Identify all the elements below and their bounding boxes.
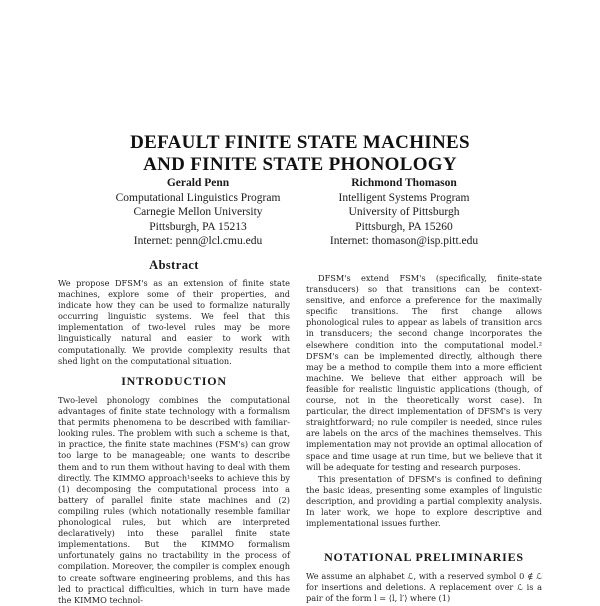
right-column-paragraph-2: This presentation of DFSM's is confined to defining the basic ideas, presenting some examples of linguistic description, and providing a partial complexity analysis. In later work, we hope to explore descriptive and implementational issues further. [306,474,542,529]
right-column-paragraph-1: DFSM's extend FSM's (specifically, finite-state transducers) so that transitions can be context-sensitive, and enforce a preference for the maximally specific transitions. The first change allows phonological rules to appear as labels of transition arcs in transducers; the second change incorporates the elsewhere condition into the computational model.² DFSM's can be implemented directly, although there may be a method to compile them into a more efficient machine. We believe that either approach will be feasible for realistic linguistic applications (though, of course, not in the theoretically worst case). In particular, the direct implementation of DFSM's is very straightforward; no rule compiler is needed, since rules are labels on the arcs of the machines themselves. This implementation may not provide an optimal allocation of space and time usage at run time, but we believe that it will be adequate for testing and research purposes. [306,273,542,472]
author-name: Richmond Thomason [351,177,457,189]
author-institution: University of Pittsburgh [348,206,460,219]
author-address: Pittsburgh, PA 15213 [149,220,247,233]
author-affiliation: Computational Linguistics Program [115,191,281,204]
author-block-thomason [294,176,514,249]
author-name: Gerald Penn [166,177,230,189]
notational-preliminaries-heading: NOTATIONAL PRELIMINARIES [324,550,524,564]
introduction-text: Two-level phonology combines the computational advantages of finite state technology with a formalism that permits phenomena to be described with familiar-looking rules. The problem with such a scheme is that, in practice, the finite state machines (FSM's) can grow too large to be manageable; one wants to describe them and to run them without having to deal with them directly. The KIMMO approach¹seeks to achieve this by (1) decomposing the computational process into a battery of parallel finite state machines and (2) compiling rules (which notationally resemble familiar phonological rules, but which are interpreted declaratively) into these parallel finite state implementations. But the KIMMO formalism unfortunately gains no tractability in the process of compilation. Moreover, the compiler is complex enough to create software engineering problems, and this has led to practical difficulties, which in turn have made the KIMMO technol- [58,395,290,605]
notational-preliminaries-text: We assume an alphabet ℒ, with a reserved symbol 0 ∉ ℒ for insertions and deletions. A replacement over ℒ is a pair of the form l = ⟨l, l′⟩ where (1) [306,571,542,604]
author-email: Internet: penn@lcl.cmu.edu [133,235,263,248]
author-address: Pittsburgh, PA 15260 [355,220,453,233]
paper-title-line-2: AND FINITE STATE PHONOLOGY [143,154,457,175]
author-block-penn [88,176,308,249]
paper-title-line-1: DEFAULT FINITE STATE MACHINES [130,132,470,153]
abstract-text: We propose DFSM's as an extension of finite state machines, explore some of their properties, and indicate how they can be used to formalize naturally occurring linguistic systems. We feel that this implementation of two-level rules may be more linguistically natural and easier to work with computationally. We provide complexity results that shed light on the computational situation. [58,278,290,366]
introduction-heading: INTRODUCTION [121,374,227,388]
author-email: Internet: thomason@isp.pitt.edu [329,235,479,248]
author-affiliation: Intelligent Systems Program [338,191,470,204]
abstract-heading: Abstract [149,258,199,272]
author-institution: Carnegie Mellon University [133,206,263,219]
